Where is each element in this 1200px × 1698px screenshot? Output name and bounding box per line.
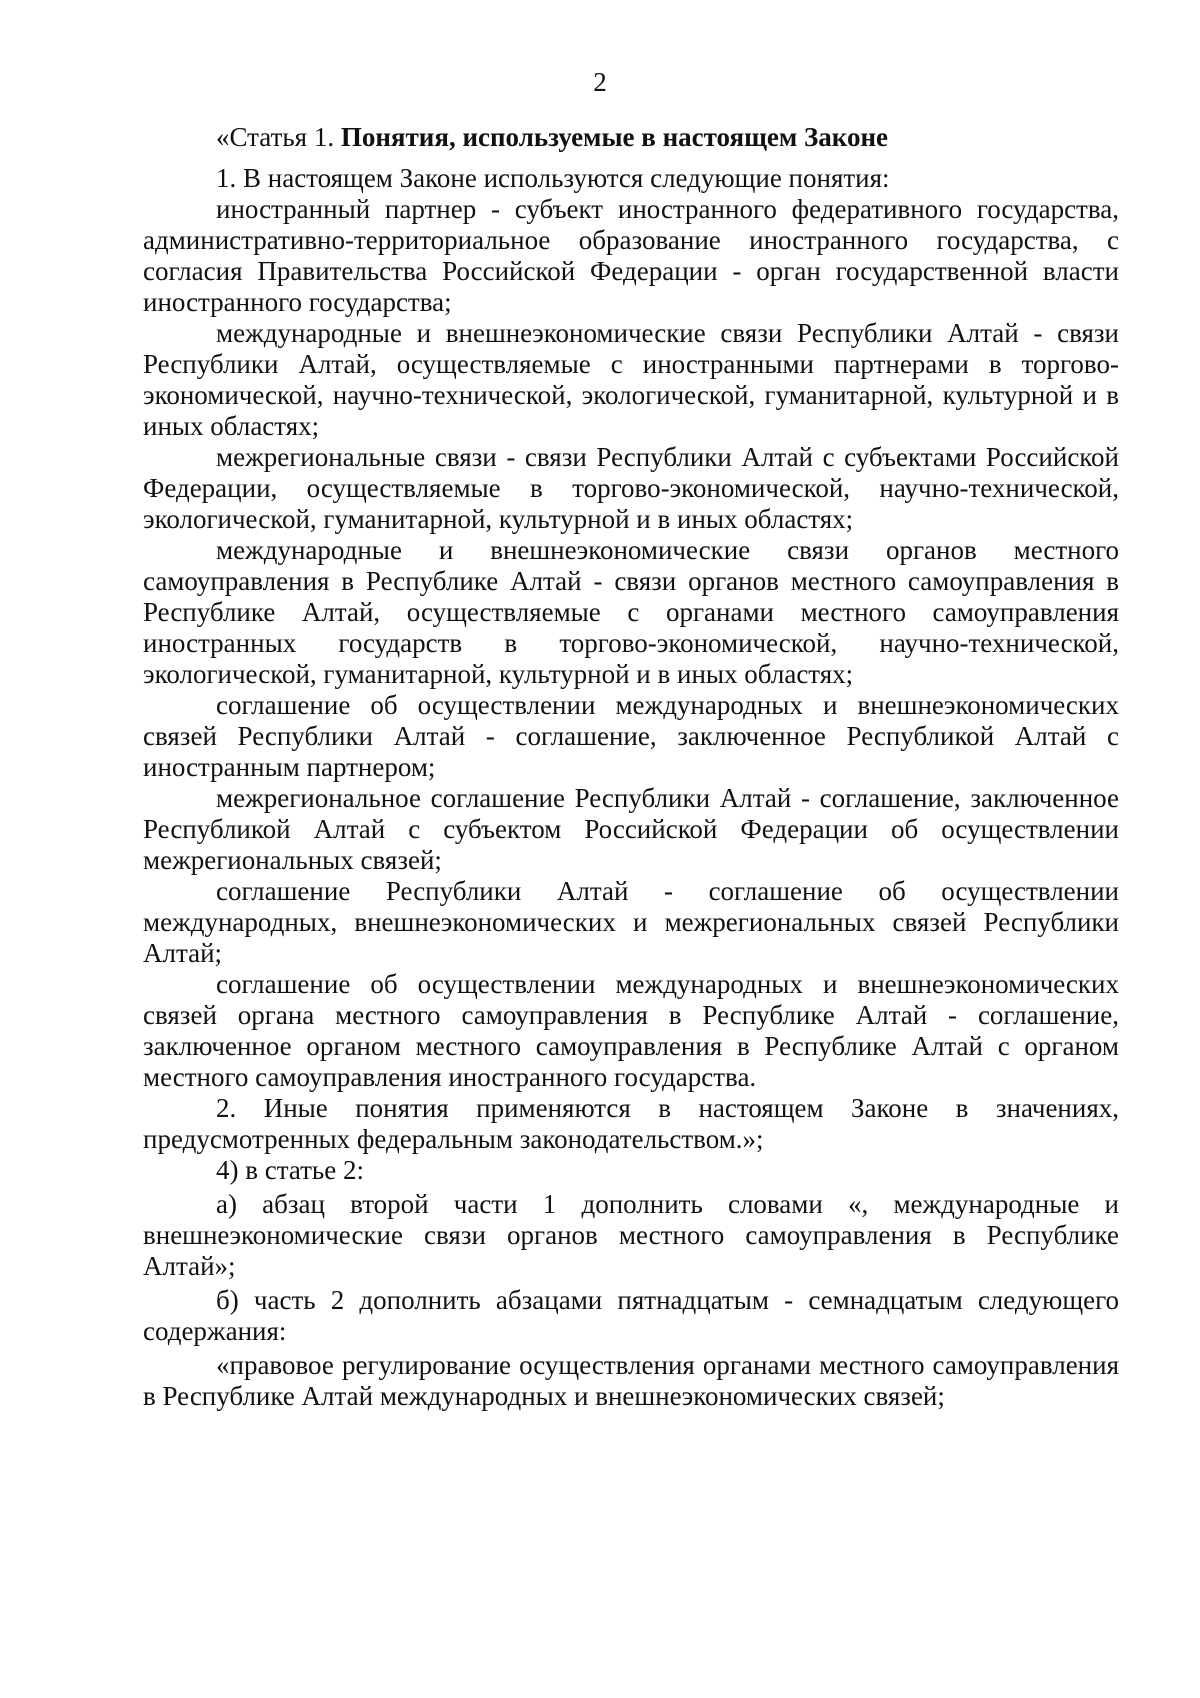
paragraph-item-a: а) абзац второй части 1 дополнить словами «, международные и внешнеэкономические связи органов местного самоуправления в Республике Алтай»; [143, 1189, 1119, 1281]
paragraph-definition-interregional-relations: межрегиональные связи - связи Республики Алтай с субъектами Российской Федерации, осуществляемые в торгово-экономической, научно-технической, экологической, гуманитарной, культурной и в иных областях; [143, 442, 1119, 534]
paragraph-definition-local-government-agreement: соглашение об осуществлении международных и внешнеэкономических связей органа местного самоуправления в Республике Алтай - соглашение, заключенное органом местного самоуправления в Республике Алтай с органом местного самоуправления иностранного государства. [143, 969, 1119, 1092]
paragraph-legal-regulation: «правовое регулирование осуществления органами местного самоуправления в Республике Алтай международных и внешнеэкономических связей; [143, 1350, 1119, 1411]
paragraph-definition-republic-agreement: соглашение Республики Алтай - соглашение об осуществлении международных, внешнеэкономических и межрегиональных связей Республики Алтай; [143, 876, 1119, 968]
article-heading [143, 122, 1119, 153]
article-heading-title: Понятия, используемые в настоящем Законе [340, 122, 889, 152]
paragraph-item-4: 4) в статье 2: [216, 1155, 364, 1185]
paragraph-definition-international-agreement: соглашение об осуществлении международных и внешнеэкономических связей Республики Алтай - соглашение, заключенное Республикой Алтай с иностранным партнером; [143, 690, 1119, 782]
paragraph-definition-international-relations: международные и внешнеэкономические связи Республики Алтай - связи Республики Алтай, осуществляемые с иностранными партнерами в торгово-экономической, научно-технической, экологической, гуманитарной, культурной и в иных областях; [143, 318, 1119, 441]
article-heading-prefix: «Статья 1. [216, 122, 335, 152]
paragraph-definition-foreign-partner: иностранный партнер - субъект иностранного федеративного государства, административно-территориальное образование иностранного государства, с согласия Правительства Российской Федерации - орган государственной власти иностранного государства; [143, 194, 1119, 317]
paragraph-item-b: б) часть 2 дополнить абзацами пятнадцатым - семнадцатым следующего содержания: [143, 1285, 1119, 1346]
paragraph-definition-interregional-agreement: межрегиональное соглашение Республики Алтай - соглашение, заключенное Республикой Алтай с субъектом Российской Федерации об осуществлении межрегиональных связей; [143, 783, 1119, 875]
paragraph-definition-local-government-relations: международные и внешнеэкономические связи органов местного самоуправления в Республике Алтай - связи органов местного самоуправления в Республике Алтай, осуществляемые с органами местного самоуправления иностранных государств в торгово-экономической, научно-технической, экологической, гуманитарной, культурной и в иных областях; [143, 535, 1119, 689]
paragraph-2: 2. Иные понятия применяются в настоящем Законе в значениях, предусмотренных федеральным законодательством.»; [143, 1093, 1119, 1154]
document-body [143, 122, 1119, 1412]
paragraph-1: 1. В настоящем Законе используются следующие понятия: [216, 163, 890, 193]
page-number: 2 [593, 67, 607, 97]
